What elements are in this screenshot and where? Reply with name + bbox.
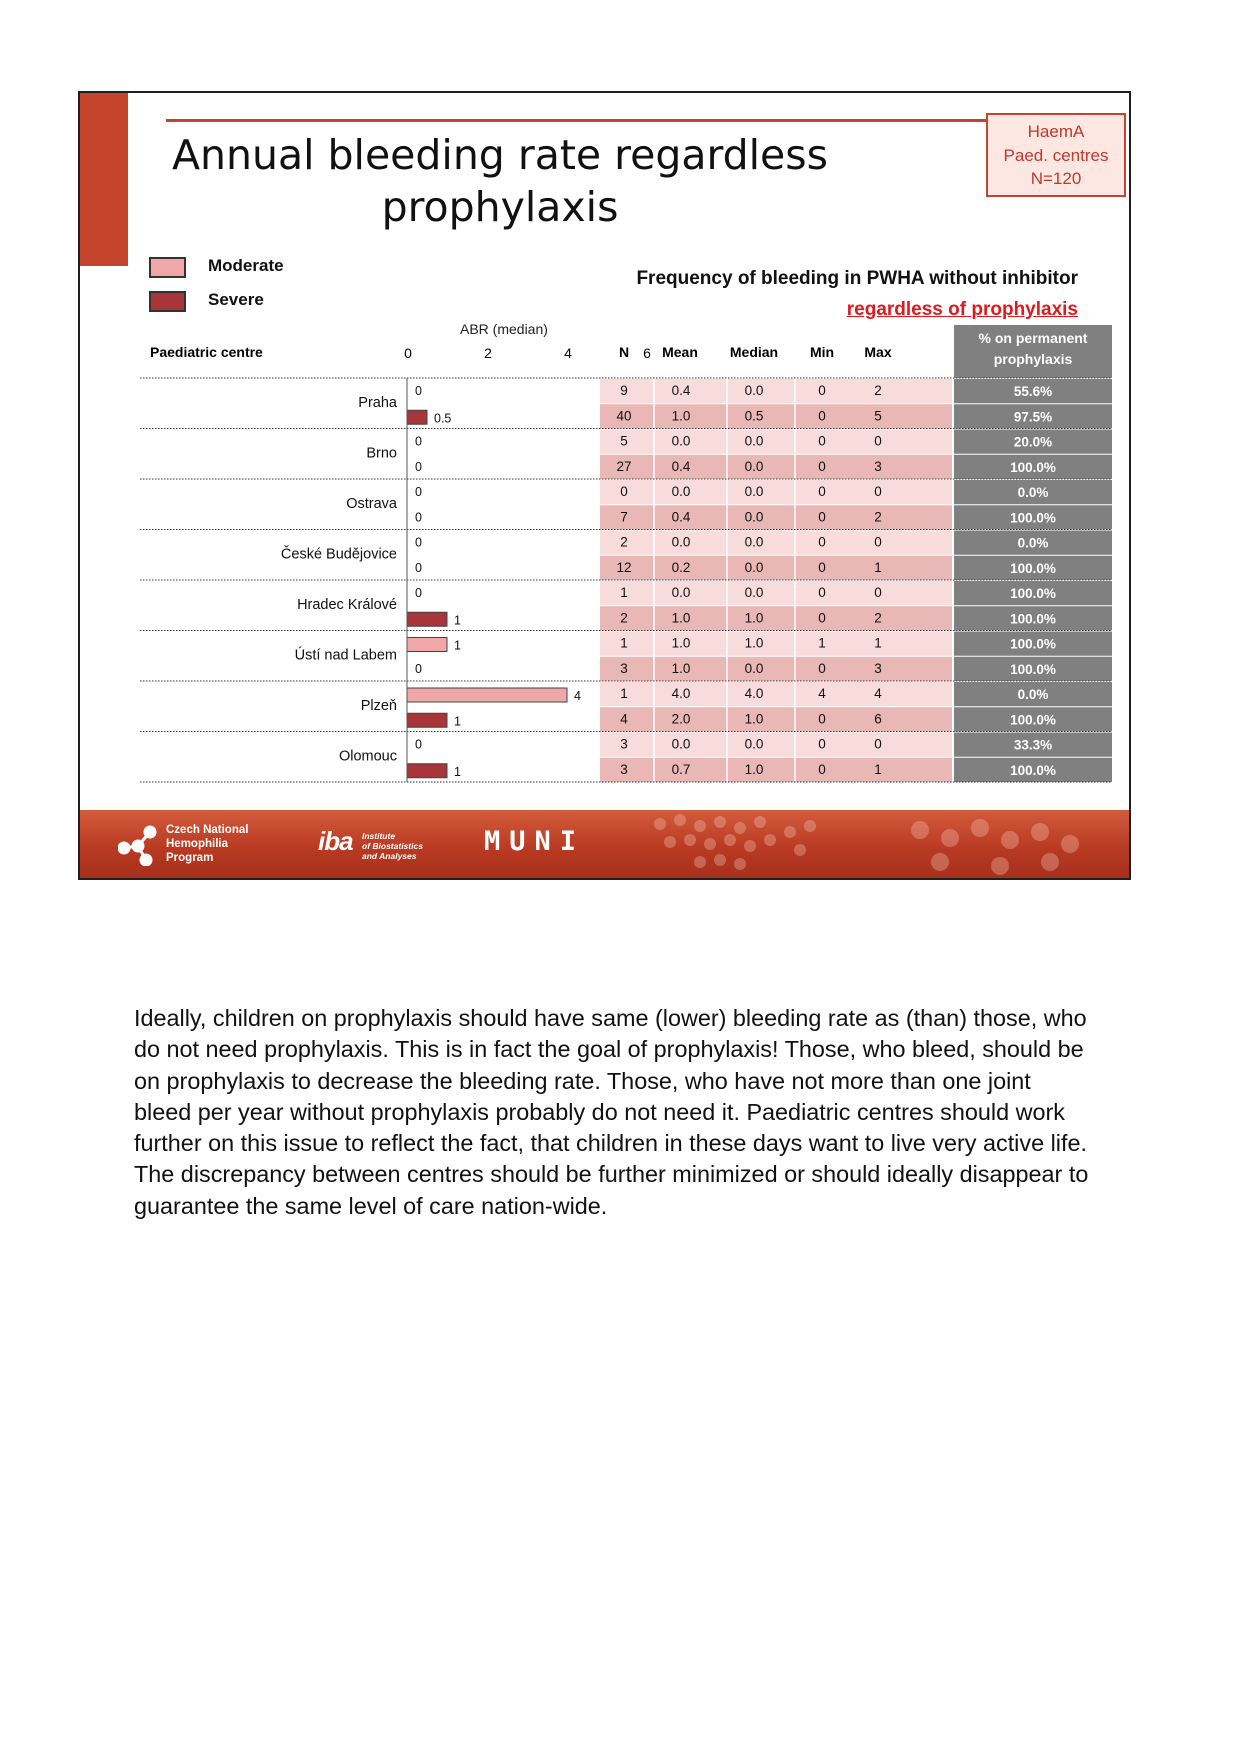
table-row-bg (600, 707, 873, 731)
iba-logo-text (362, 831, 423, 861)
table-row-bg (600, 404, 873, 428)
bar-value-label: 0 (415, 586, 422, 600)
bar-value-label: 0 (415, 535, 422, 550)
cell-pct: 100.0% (1010, 712, 1056, 728)
cell-median: 1.0 (744, 711, 764, 727)
cell-mean: 0.0 (671, 534, 691, 550)
cell-mean: 0.4 (671, 458, 691, 474)
bar-value-label: 0 (415, 560, 422, 575)
cell-max: 0 (874, 534, 882, 550)
cell-n: 4 (620, 711, 628, 727)
cell-mean: 0.0 (671, 736, 691, 752)
decor-dots-left (640, 810, 940, 880)
cell-median: 0.0 (744, 534, 764, 550)
centre-label: České Budějovice (280, 546, 397, 563)
footer-band (80, 810, 1131, 880)
cell-median: 0.0 (744, 660, 764, 676)
table-row-bg (600, 556, 873, 580)
legend-label-moderate: Moderate (208, 256, 284, 275)
table-row-bg (873, 632, 952, 656)
cell-mean: 1.0 (671, 610, 691, 626)
cell-max: 3 (874, 458, 882, 474)
cell-min: 1 (818, 635, 826, 651)
bar-value-label: 0 (415, 485, 422, 499)
table-row-bg (873, 379, 952, 403)
centre-label: Ústí nad Labem (294, 647, 397, 664)
cell-mean: 0.7 (671, 761, 691, 777)
cell-n: 2 (620, 534, 628, 550)
header-max: Max (864, 344, 892, 360)
cell-mean: 1.0 (671, 635, 691, 651)
x-tick-label: 6 (643, 345, 651, 361)
cell-median: 0.0 (744, 509, 764, 525)
legend-label-severe: Severe (208, 290, 264, 309)
table-row-bg (873, 505, 952, 529)
cell-pct: 100.0% (1010, 586, 1056, 601)
logo2-line: of Biostatistics (362, 841, 423, 851)
table-row-bg (600, 480, 873, 504)
centre-label: Ostrava (346, 496, 397, 512)
chart-and-table (80, 93, 1131, 810)
bar-value-label: 0.5 (434, 411, 452, 426)
cell-n: 3 (620, 660, 628, 676)
header-mean: Mean (662, 344, 698, 360)
cell-n: 3 (620, 761, 628, 777)
bar-value-label: 0 (415, 737, 422, 752)
cell-n: 5 (620, 433, 628, 449)
bar-value-label: 0 (415, 510, 422, 525)
table-row-bg (600, 379, 873, 403)
bar-value-label: 0 (415, 434, 422, 449)
table-row-bg (873, 581, 952, 605)
cell-min: 4 (818, 686, 826, 701)
cell-min: 0 (818, 761, 826, 777)
cell-pct: 55.6% (1013, 384, 1053, 399)
cell-max: 0 (874, 433, 882, 449)
bar-value-label: 1 (454, 764, 461, 779)
centre-label: Plzeň (360, 698, 397, 714)
x-tick-label: 2 (484, 345, 492, 361)
header-min: Min (809, 344, 835, 360)
cell-pct: 0.0% (1017, 687, 1049, 702)
x-tick-label: 4 (564, 345, 572, 361)
tag-line-2: Paed. centres (1003, 145, 1109, 165)
cell-min: 0 (818, 509, 826, 525)
cell-max: 4 (874, 686, 882, 701)
table-row-bg (600, 531, 873, 555)
slide-title: Annual bleeding rate regardless prophylaxis (171, 131, 829, 231)
chart-title-main: Frequency of bleeding in PWHA without inhibitor (636, 268, 1078, 289)
iba-logo-mark: iba (318, 826, 353, 856)
cell-median: 0.0 (744, 433, 764, 449)
cell-median: 4.0 (744, 686, 764, 701)
table-row-bg (600, 632, 873, 656)
cell-pct: 0.0% (1017, 485, 1049, 500)
bar-value-label: 4 (574, 689, 581, 703)
cell-n: 9 (620, 383, 628, 398)
table-row-bg (600, 758, 873, 782)
cell-max: 1 (874, 635, 882, 651)
cell-min: 0 (818, 383, 826, 398)
cell-median: 0.0 (744, 559, 764, 575)
table-row-bg (600, 455, 873, 479)
cell-n: 2 (620, 610, 628, 626)
cell-median: 0.0 (744, 736, 764, 752)
cell-n: 12 (616, 559, 632, 575)
cell-median: 0.0 (744, 585, 764, 600)
cell-mean: 0.0 (671, 585, 691, 600)
bar-value-label: 1 (454, 638, 461, 653)
cell-mean: 2.0 (671, 711, 691, 727)
hemophilia-program-logo-icon (118, 824, 158, 866)
cell-max: 5 (874, 408, 882, 424)
cell-median: 0.0 (744, 383, 764, 398)
cell-min: 0 (818, 585, 826, 600)
table-row-bg (600, 657, 873, 681)
x-axis-label: ABR (median) (460, 321, 548, 337)
table-row-bg (873, 480, 952, 504)
centre-label: Brno (366, 445, 397, 462)
table-row-bg (873, 455, 952, 479)
cell-n: 7 (620, 509, 628, 525)
bar-severe (407, 410, 427, 424)
cell-n: 27 (616, 458, 632, 474)
header-median: Median (729, 344, 779, 360)
cell-mean: 0.0 (671, 433, 691, 449)
cell-n: 0 (620, 484, 628, 499)
table-row-bg (600, 606, 873, 630)
cell-min: 0 (818, 484, 826, 499)
cell-mean: 0.0 (671, 484, 691, 499)
table-row-bg (873, 707, 952, 731)
logo2-line: Institute (362, 831, 396, 841)
cell-pct: 100.0% (1010, 611, 1056, 627)
table-row-bg (873, 531, 952, 555)
cell-n: 1 (620, 585, 628, 600)
cell-pct: 100.0% (1010, 661, 1056, 677)
centre-column-header: Paediatric centre (150, 344, 263, 360)
cell-n: 40 (616, 408, 632, 424)
cell-max: 1 (874, 559, 882, 575)
cell-mean: 0.2 (671, 559, 691, 575)
table-row-bg (873, 733, 952, 757)
table-row-bg (873, 430, 952, 454)
cell-max: 2 (874, 383, 882, 398)
cell-n: 3 (620, 736, 628, 752)
cell-mean: 1.0 (671, 408, 691, 424)
cell-mean: 0.4 (671, 383, 691, 398)
table-row-bg (600, 733, 873, 757)
bar-value-label: 1 (454, 714, 461, 729)
chart-title-highlight: regardless of prophylaxis (846, 299, 1078, 320)
centre-label: Praha (358, 395, 397, 411)
cell-min: 0 (818, 458, 826, 474)
cell-median: 1.0 (744, 635, 764, 651)
slide (78, 91, 1131, 880)
logo1-line: Hemophilia (166, 838, 228, 850)
table-row-bg (873, 657, 952, 681)
cell-pct: 33.3% (1013, 737, 1053, 753)
cell-median: 0.0 (744, 458, 764, 474)
table-row-bg (873, 556, 952, 580)
caption-paragraph: Ideally, children on prophylaxis should have same (lower) bleeding rate as (than) those, who do not need prophylaxis. This is in fact the goal of prophylaxis! Those, who bleed, should be on prophylaxis to decrease the bleeding rate. Those, who have not more than one joint bleed per year without prophylaxis probably do not need it. Paediatric centres should work further on this issue to reflect the fact, that children in these days want to live very active life. The discrepancy between centres should be further minimized or should ideally disappear to guarantee the same level of care nation-wide. (134, 1005, 1089, 1219)
cell-max: 2 (874, 509, 882, 525)
cell-median: 1.0 (744, 610, 764, 626)
cell-min: 0 (818, 559, 826, 575)
cell-max: 0 (874, 585, 882, 600)
cell-pct: 100.0% (1010, 560, 1056, 576)
table-row-bg (600, 430, 873, 454)
table-row-bg (600, 682, 873, 706)
cell-min: 0 (818, 433, 826, 449)
bar-value-label: 0 (415, 459, 422, 474)
cell-mean: 4.0 (671, 686, 691, 701)
cell-min: 0 (818, 660, 826, 676)
cell-min: 0 (818, 610, 826, 626)
tag-line-1: HaemA (1027, 122, 1085, 141)
bar-severe (407, 764, 447, 778)
table-row-bg (873, 404, 952, 428)
cell-min: 0 (818, 711, 826, 727)
bar-value-label: 1 (454, 613, 461, 628)
cell-max: 2 (874, 610, 882, 626)
bar-moderate (407, 688, 567, 702)
cell-median: 0.5 (744, 408, 764, 424)
cell-max: 0 (874, 484, 882, 499)
muni-logo: MUNI (484, 826, 586, 857)
bar-value-label: 0 (415, 384, 422, 398)
cell-pct: 0.0% (1017, 535, 1049, 551)
cell-n: 1 (620, 635, 628, 651)
cell-mean: 0.4 (671, 509, 691, 525)
hemophilia-program-logo-text (166, 823, 248, 865)
decor-dots-right (900, 810, 1131, 880)
header-n: N (618, 344, 630, 360)
cell-max: 1 (874, 761, 882, 777)
table-row-bg (873, 758, 952, 782)
cell-median: 0.0 (744, 484, 764, 499)
cell-min: 0 (818, 534, 826, 550)
cell-max: 0 (874, 736, 882, 752)
cell-min: 0 (818, 736, 826, 752)
cell-pct: 97.5% (1013, 409, 1053, 425)
logo1-line: Program (166, 852, 214, 864)
cell-pct: 100.0% (1010, 459, 1056, 475)
cell-max: 3 (874, 660, 882, 676)
centre-label: Olomouc (338, 748, 397, 765)
cell-pct: 100.0% (1010, 636, 1056, 652)
cell-pct: 100.0% (1010, 510, 1056, 526)
cell-mean: 1.0 (671, 660, 691, 676)
logo2-line: and Analyses (362, 851, 417, 861)
bar-moderate (407, 638, 447, 652)
cell-median: 1.0 (744, 761, 764, 777)
logo1-line: Czech National (166, 824, 249, 836)
cell-max: 6 (874, 711, 882, 727)
bar-severe (407, 612, 447, 626)
bar-value-label: 0 (415, 661, 422, 676)
bar-severe (407, 713, 447, 727)
tag-line-3: N=120 (1030, 169, 1082, 188)
centre-label: Hradec Králové (297, 597, 397, 613)
cell-pct: 20.0% (1013, 434, 1053, 450)
pct-column-header: % on permanent prophylaxis (954, 325, 1112, 378)
cell-min: 0 (818, 408, 826, 424)
cell-n: 1 (620, 686, 628, 701)
table-row-bg (873, 606, 952, 630)
table-row-bg (873, 682, 952, 706)
table-row-bg (600, 505, 873, 529)
table-row-bg (600, 581, 873, 605)
cell-pct: 100.0% (1010, 762, 1056, 778)
x-tick-label: 0 (404, 345, 412, 361)
